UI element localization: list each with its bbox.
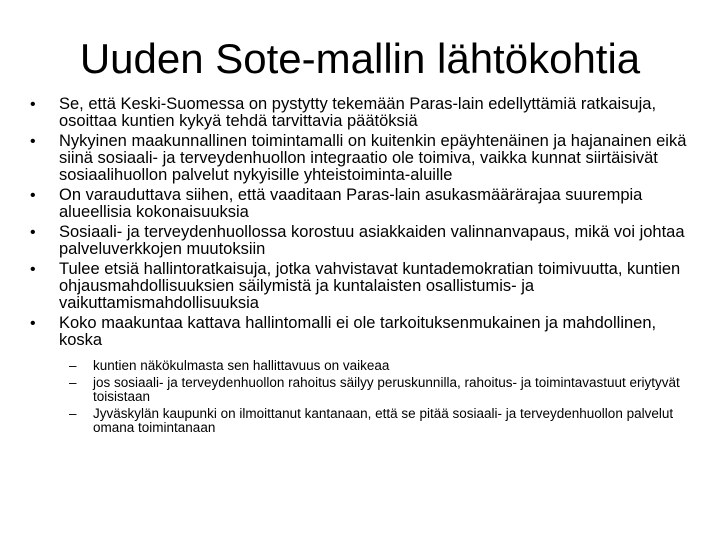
- sub-bullet-marker: –: [69, 374, 77, 390]
- sub-bullet-marker: –: [69, 358, 77, 373]
- bullet-item: [28, 187, 688, 221]
- bullet-text: Tulee etsiä hallintoratkaisuja, jotka vahvistavat kuntademokratian toimivuutta, kuntien ohjausmahdollisuuksien säilymistä ja kuntalaisten osallistumis- ja vaikuttamismahdollisuuksia: [59, 260, 681, 312]
- bullet-marker: •: [30, 315, 36, 332]
- bullet-item: [28, 261, 688, 312]
- bullet-item: [28, 96, 688, 130]
- sub-bullet-item: [69, 407, 688, 436]
- bullet-text: Koko maakuntaa kattava hallintomalli ei ole tarkoituksenmukainen ja mahdollinen, koska: [59, 314, 657, 349]
- bullet-text: Sosiaali- ja terveydenhuollossa korostuu asiakkaiden valinnanvapaus, mikä voi johtaa palveluverkkojen muutoksiin: [59, 223, 685, 258]
- sub-bullet-text: Jyväskylän kaupunki on ilmoittanut kantanaan, että se pitää sosiaali- ja terveydenhuollon palvelut omana toimintanaan: [93, 405, 674, 435]
- bullet-marker: •: [30, 224, 36, 241]
- bullet-marker: •: [30, 187, 36, 204]
- slide-title: Uuden Sote-mallin lähtökohtia: [79, 35, 641, 82]
- bullet-text: On varauduttava siihen, että vaaditaan Paras-lain asukasmäärärajaa suurempia alueellisia kokonaisuuksia: [59, 186, 643, 221]
- bullet-item: [28, 133, 688, 184]
- bullet-item: [28, 315, 688, 436]
- sub-bullet-item: [69, 359, 688, 374]
- bullet-text: Se, että Keski-Suomessa on pystytty tekemään Paras-lain edellyttämiä ratkaisuja, osoittaa kuntien kykyä tehdä tarvittavia päätöksiä: [59, 95, 657, 130]
- sub-bullet-item: [69, 376, 688, 405]
- bullet-marker: •: [30, 133, 36, 150]
- sub-bullet-text: jos sosiaali- ja terveydenhuollon rahoitus säilyy peruskunnilla, rahoitus- ja toimintavastuut eriytyvät toisistaan: [93, 374, 680, 404]
- bullet-list: [28, 96, 688, 439]
- sub-bullet-list: [69, 359, 688, 436]
- sub-bullet-marker: –: [69, 405, 77, 421]
- bullet-item: [28, 224, 688, 258]
- sub-bullet-text: kuntien näkökulmasta sen hallittavuus on vaikeaa: [93, 358, 390, 373]
- bullet-marker: •: [30, 261, 36, 278]
- bullet-text: Nykyinen maakunnallinen toimintamalli on kuitenkin epäyhtenäinen ja hajanainen eikä siinä sosiaali- ja terveydenhuollon integraatio ole toimiva, vaikka kunnat siirtäisivät sosiaalihuollon palvelut nykyisille yhteistoiminta-aluille: [59, 132, 687, 184]
- bullet-marker: •: [30, 96, 36, 113]
